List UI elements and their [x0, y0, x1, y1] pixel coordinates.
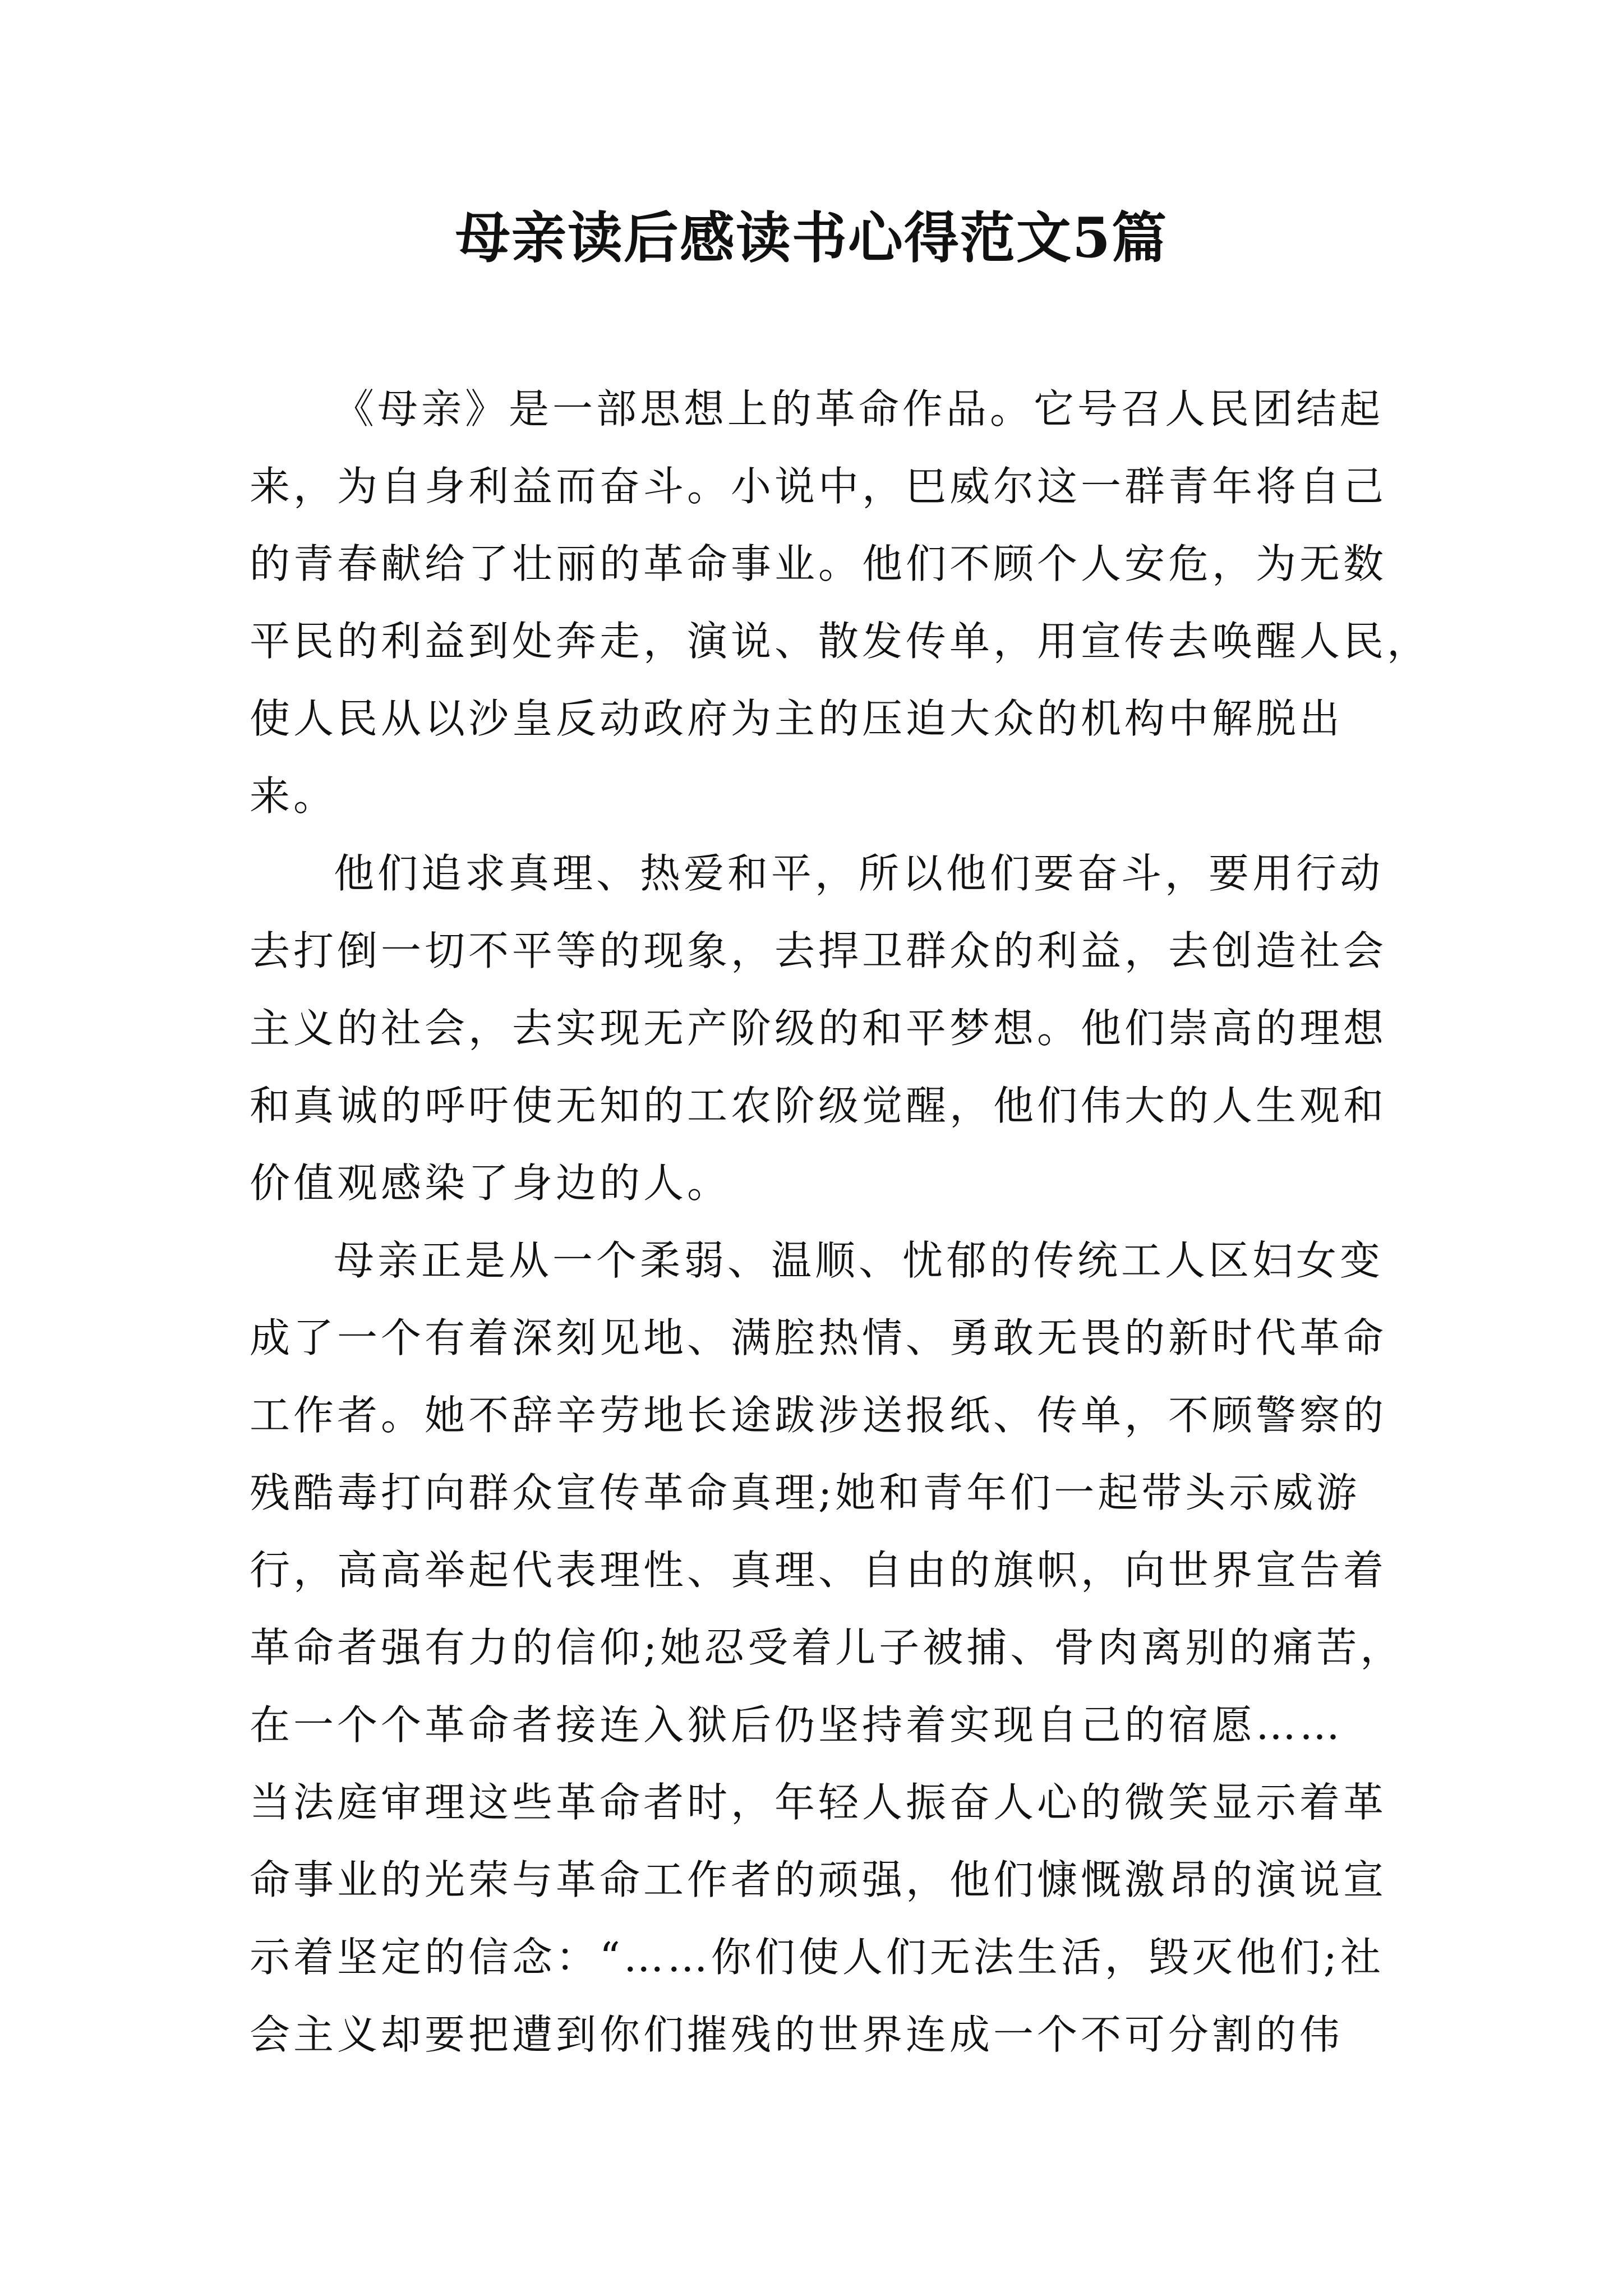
text-line: 主义的社会，去实现无产阶级的和平梦想。他们崇高的理想 — [250, 1005, 1387, 1052]
text-line: 残酷毒打向群众宣传革命真理;她和青年们一起带头示威游 — [250, 1469, 1361, 1516]
document-body — [250, 370, 1431, 2073]
text-line: 和真诚的呼吁使无知的工农阶级觉醒，他们伟大的人生观和 — [250, 1082, 1387, 1129]
paragraph-2 — [250, 835, 1394, 1222]
text-line: 在一个个革命者接连入狱后仍坚持着实现自己的宿愿…… — [250, 1701, 1344, 1749]
text-line: 母亲正是从一个柔弱、温顺、忧郁的传统工人区妇女变 — [334, 1237, 1384, 1284]
text-line: 的青春献给了壮丽的革命事业。他们不顾个人安危，为无数 — [250, 540, 1387, 587]
text-line: 他们追求真理、热爱和平，所以他们要奋斗，要用行动 — [334, 850, 1384, 897]
text-line: 革命者强有力的信仰;她忍受着儿子被捕、骨肉离别的痛苦， — [250, 1624, 1404, 1671]
text-line: 命事业的光荣与革命工作者的顽强，他们慷慨激昂的演说宣 — [250, 1856, 1387, 1903]
text-line: 平民的利益到处奔走，演说、散发传单，用宣传去唤醒人民， — [250, 618, 1431, 665]
text-line: 使人民从以沙皇反动政府为主的压迫大众的机构中解脱出 — [250, 695, 1344, 742]
paragraph-3 — [250, 1222, 1404, 2073]
text-line: 来。 — [250, 772, 338, 820]
text-line: 行，高高举起代表理性、真理、自由的旗帜，向世界宣告着 — [250, 1547, 1387, 1594]
text-line: 会主义却要把遭到你们摧残的世界连成一个不可分割的伟 — [250, 2011, 1344, 2058]
text-line: 当法庭审理这些革命者时，年轻人振奋人心的微笑显示着革 — [250, 1779, 1387, 1826]
text-line: 《母亲》是一部思想上的革命作品。它号召人民团结起 — [334, 385, 1384, 432]
text-line: 来，为自身利益而奋斗。小说中，巴威尔这一群青年将自己 — [250, 463, 1387, 510]
paragraph-1 — [250, 370, 1431, 835]
text-line: 工作者。她不辞辛劳地长途跋涉送报纸、传单，不顾警察的 — [250, 1392, 1387, 1439]
text-line: 示着坚定的信念：“……你们使人们无法生活，毁灭他们;社 — [250, 1934, 1385, 1981]
document-title: 母亲读后感读书心得范文5篇 — [455, 206, 1168, 270]
text-line: 去打倒一切不平等的现象，去捍卫群众的利益，去创造社会 — [250, 927, 1387, 974]
text-line: 成了一个有着深刻见地、满腔热情、勇敢无畏的新时代革命 — [250, 1314, 1387, 1361]
text-line: 价值观感染了身边的人。 — [250, 1159, 731, 1207]
